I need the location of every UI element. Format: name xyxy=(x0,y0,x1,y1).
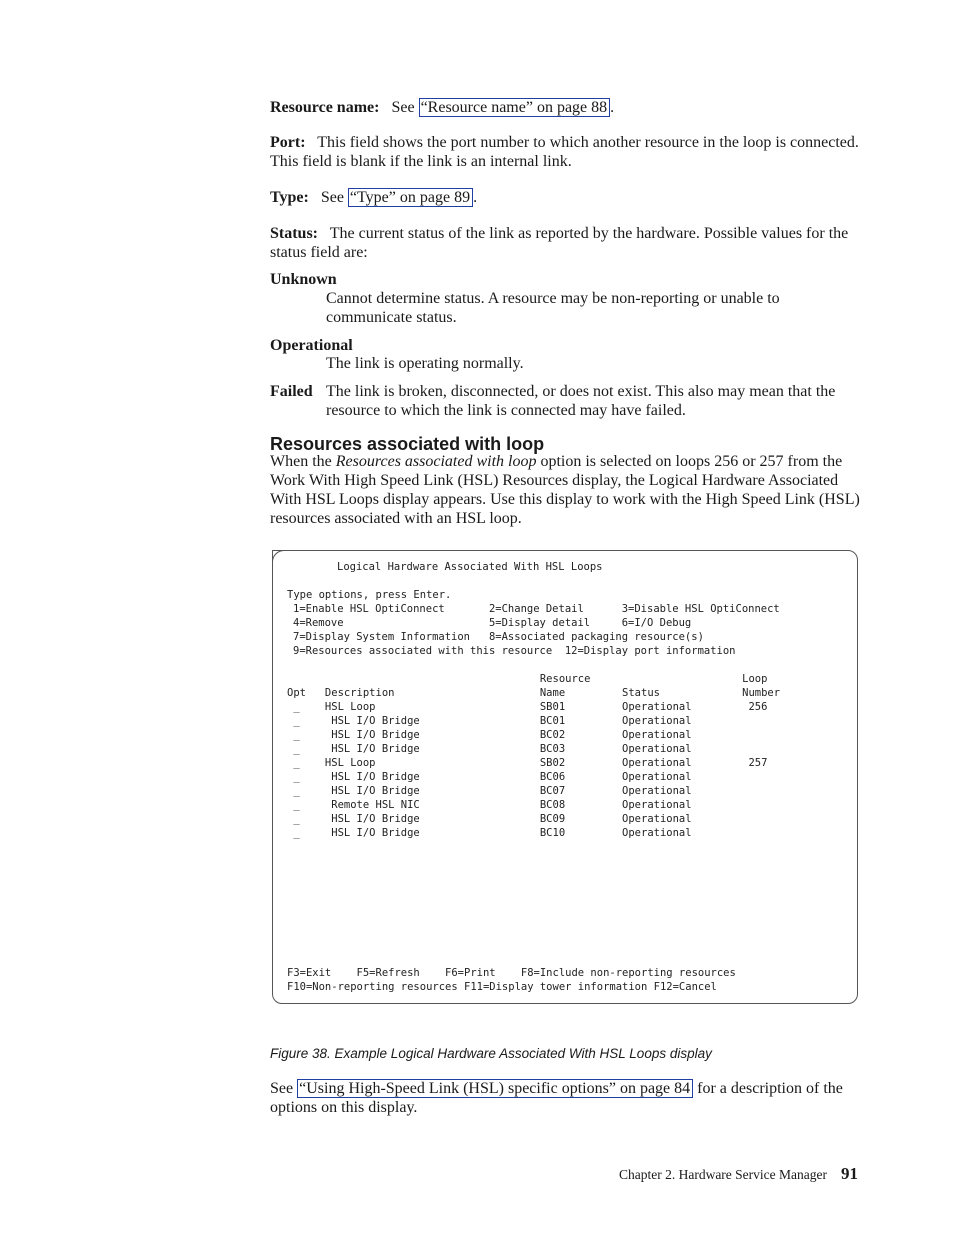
resource-name-link[interactable]: “Resource name” on page 88 xyxy=(419,98,611,117)
footer-chapter: Chapter 2. Hardware Service Manager xyxy=(618,1167,827,1182)
table-row[interactable]: _ Remote HSL NIC BC08 Operational xyxy=(287,799,692,811)
status-desc-unknown: Cannot determine status. A resource may be non-reporting or unable to communicate status. xyxy=(326,290,780,326)
resource-name-end: . xyxy=(610,99,615,116)
table-row[interactable]: _ HSL I/O Bridge BC02 Operational xyxy=(287,729,692,741)
section-para-start: When the xyxy=(270,453,332,470)
table-row[interactable]: _ HSL I/O Bridge BC10 Operational xyxy=(287,827,692,839)
screen-option-line: 4=Remove 5=Display detail 6=I/O Debug xyxy=(293,617,692,629)
section-para xyxy=(270,452,860,528)
see-also-para xyxy=(270,1079,860,1117)
status-desc-operational: The link is operating normally. xyxy=(326,355,524,372)
screen-title: Logical Hardware Associated With HSL Loops xyxy=(337,561,603,573)
status-label: Status: xyxy=(270,225,319,242)
resource-name-text: See xyxy=(391,99,415,116)
status-term-failed: Failed xyxy=(270,383,313,400)
section-para-rest: option is selected on loops 256 or 257 from the Work With High Speed Link (HSL) Resources display, the Logical Hardware Associated With HSL Loops display appears. Use this display to work with the High Speed Link (HSL) resources associated with an HSL loop. xyxy=(270,453,860,527)
section-heading: Resources associated with loop xyxy=(270,434,545,454)
type-text: See xyxy=(320,189,344,206)
page-number: 91 xyxy=(841,1164,858,1183)
status-term-unknown: Unknown xyxy=(270,271,337,288)
screen-option-line: 9=Resources associated with this resource 12=Display port information xyxy=(293,645,736,657)
status-desc-failed: The link is broken, disconnected, or does not exist. This also may mean that the resource to which the link is connected may have failed. xyxy=(326,383,836,419)
resource-name-para xyxy=(270,98,860,117)
port-label: Port: xyxy=(270,134,306,151)
table-row[interactable]: _ HSL I/O Bridge BC01 Operational xyxy=(287,715,692,727)
hsl-options-link[interactable]: “Using High-Speed Link (HSL) specific options” on page 84 xyxy=(297,1079,693,1098)
page-footer xyxy=(619,1164,858,1184)
screen-column-header: Resource Loop xyxy=(287,673,768,685)
screen-option-line: 1=Enable HSL OptiConnect 2=Change Detail 3=Disable HSL OptiConnect xyxy=(293,603,780,615)
status-term-operational: Operational xyxy=(270,337,353,354)
function-keys: F10=Non-reporting resources F11=Display tower information F12=Cancel xyxy=(287,981,717,993)
type-para xyxy=(270,188,860,207)
table-row[interactable]: _ HSL I/O Bridge BC06 Operational xyxy=(287,771,692,783)
table-row[interactable]: _ HSL I/O Bridge BC09 Operational xyxy=(287,813,692,825)
see-also-pre: See xyxy=(270,1080,294,1097)
table-row[interactable]: _ HSL I/O Bridge BC07 Operational xyxy=(287,785,692,797)
type-link[interactable]: “Type” on page 89 xyxy=(348,188,473,207)
port-text: This field shows the port number to which another resource in the loop is connected. This field is blank if the link is an internal link. xyxy=(270,134,859,170)
type-label: Type: xyxy=(270,189,309,206)
table-row[interactable]: _ HSL Loop SB01 Operational 256 xyxy=(287,701,768,713)
resource-name-label: Resource name: xyxy=(270,99,380,116)
screen-prompt: Type options, press Enter. xyxy=(287,589,452,601)
see-also-post: for a description of the options on this display. xyxy=(270,1080,843,1116)
status-text: The current status of the link as reported by the hardware. Possible values for the status field are: xyxy=(270,225,849,261)
status-para xyxy=(270,224,860,262)
terminal-screen xyxy=(272,550,858,1004)
table-row[interactable]: _ HSL I/O Bridge BC03 Operational xyxy=(287,743,692,755)
screen-option-line: 7=Display System Information 8=Associated packaging resource(s) xyxy=(293,631,704,643)
screen-column-header: Opt Description Name Status Number xyxy=(287,687,781,699)
type-end: . xyxy=(473,189,478,206)
function-keys: F3=Exit F5=Refresh F6=Print F8=Include non-reporting resources xyxy=(287,967,736,979)
port-para xyxy=(270,133,860,171)
figure-caption: Figure 38. Example Logical Hardware Associated With HSL Loops display xyxy=(270,1046,712,1061)
table-row[interactable]: _ HSL Loop SB02 Operational 257 xyxy=(287,757,768,769)
section-para-italic: Resources associated with loop xyxy=(335,453,537,470)
